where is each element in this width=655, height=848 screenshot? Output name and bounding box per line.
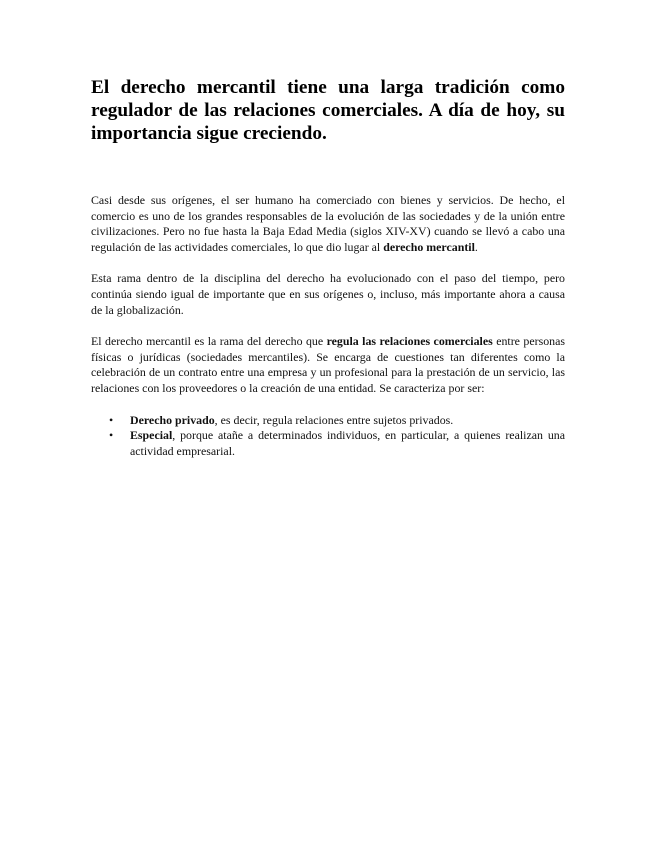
list-item-term: Derecho privado <box>130 412 215 427</box>
bullet-marker: • <box>109 428 114 443</box>
paragraph-1-end: . <box>474 239 478 254</box>
paragraph-1-bold: derecho mercantil <box>383 239 475 254</box>
characteristics-list <box>91 413 565 460</box>
list-item <box>91 413 565 429</box>
article-body <box>91 193 565 459</box>
list-item <box>91 428 565 459</box>
paragraph-3-bold: regula las relaciones comerciales <box>326 334 493 349</box>
paragraph-3-text: El derecho mercantil es la rama del derecho que <box>91 334 327 349</box>
paragraph-1-text: Casi desde sus orígenes, el ser humano ha comerciado con bienes y servicios. De hecho, el comercio es uno de los grandes responsables de la evolución de las sociedades y de la unión entre civilizaciones. Pero no fue hasta la Baja Edad Media (siglos XIV-XV) cuando se llevó a cabo una regulación de las actividades comerciales, lo que dio lugar al <box>91 193 565 254</box>
list-item-text: , es decir, regula relaciones entre sujetos privados. <box>214 412 454 427</box>
list-item-term: Especial <box>130 428 173 443</box>
paragraph-3-end: entre personas físicas o jurídicas (sociedades mercantiles). Se encarga de cuestiones tan diferentes como la celebración de un contrato entre una empresa y un profesional para la prestación de un servicio, las relaciones con los proveedores o la creación de una entidad. Se caracteriza por ser: <box>91 334 566 395</box>
paragraph-2: Esta rama dentro de la disciplina del derecho ha evolucionado con el paso del tiempo, pero continúa siendo igual de importante que en sus orígenes o, incluso, más importante ahora a causa de la globalización. <box>91 271 565 317</box>
paragraph-1 <box>91 193 565 255</box>
bullet-marker: • <box>109 412 114 427</box>
document-page <box>91 76 565 459</box>
list-item-text: , porque atañe a determinados individuos, en particular, a quienes realizan una actividad empresarial. <box>130 428 565 458</box>
article-headline: El derecho mercantil tiene una larga tradición como regulador de las relaciones comerciales. A día de hoy, su importancia sigue creciendo. <box>91 77 565 144</box>
paragraph-3 <box>91 334 565 396</box>
